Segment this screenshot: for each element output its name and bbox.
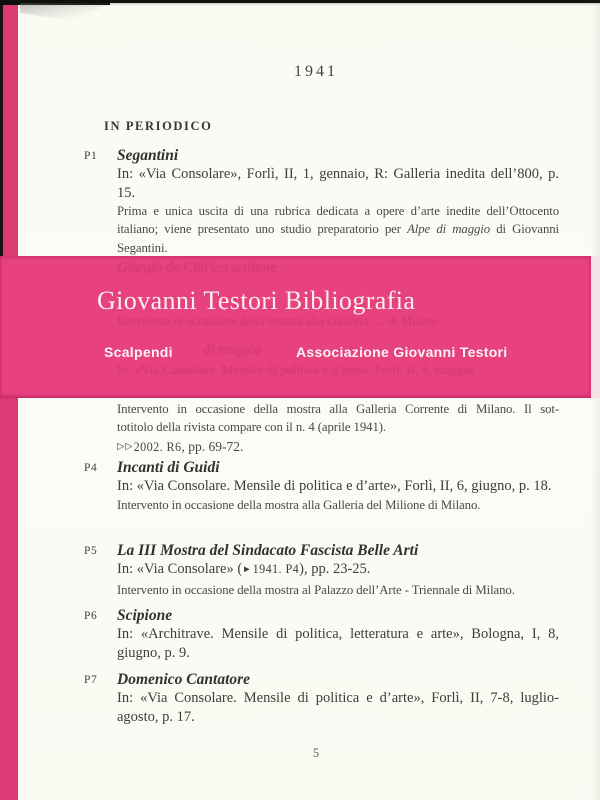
entry-title: La III Mostra del Sindacato Fascista Belle Arti	[117, 542, 419, 559]
entry-body	[117, 400, 559, 459]
entry-title: Segantini	[117, 147, 179, 164]
ghost-line: Giorgio de Chirico scultore	[117, 260, 278, 276]
text-segment: 1941. P4	[252, 562, 300, 576]
page-right-shadow	[590, 0, 600, 800]
text-segment: ►	[242, 564, 253, 575]
entry-reference	[117, 625, 559, 662]
text-segment: Alpe di maggio	[407, 222, 491, 237]
text-segment: In: «Via Consolare» (	[117, 561, 243, 577]
entry-body	[117, 458, 559, 514]
text-segment: In: «Via Consolare. Mensile di politica e d’arte», Forlì, II, 6, giugno, p. 18.	[117, 478, 552, 494]
entry-body	[117, 670, 559, 726]
entry-body	[117, 606, 559, 662]
entry-note	[117, 581, 559, 599]
left-edge-sliver	[0, 0, 3, 262]
text-segment: Intervento in occasione della mostra alla Galleria del Milione di Milano.	[117, 497, 481, 512]
entry-number: P5	[84, 544, 98, 557]
bibliography-entry	[84, 146, 559, 257]
entry-title: Incanti di Guidi	[117, 459, 220, 476]
text-segment: ), pp. 23-25.	[299, 561, 371, 577]
bibliography-entry	[84, 458, 559, 514]
entry-reference	[117, 165, 559, 202]
entry-note	[117, 202, 559, 257]
entry-body	[117, 146, 559, 257]
entry-continuation	[84, 400, 559, 459]
banner-title: Giovanni Testori Bibliografia	[97, 286, 416, 315]
ghost-line: In: «Via Consolare. Mensile di politica e d’arte», Forlì, II, 5, maggio	[117, 362, 474, 377]
section-heading: IN PERIODICO	[104, 119, 213, 133]
entry-crossref	[117, 437, 559, 459]
text-segment: di Giovanni Segantini.	[117, 222, 559, 255]
bibliography-entry	[84, 606, 559, 662]
text-segment: Prima e unica uscita di una rubrica dedicata a opere d’arte inedite dell’Ottocento italiano; viene presentato uno studio preparatorio per	[117, 204, 559, 237]
banner-right-edge	[591, 256, 600, 398]
text-segment: In: «Via Consolare», Forlì, II, 1, gennaio, R: Galleria inedita dell’800, p. 15.	[117, 166, 559, 201]
continuation-note-line: totitolo della rivista compare con il n. 4 (aprile 1941).	[117, 420, 387, 435]
banner-publisher: Scalpendi	[104, 344, 173, 360]
text-segment: Intervento in occasione della mostra al Palazzo dell’Arte - Triennale di Milano.	[117, 582, 515, 597]
continuation-note-line: Intervento in occasione della mostra alla Galleria Corrente di Milano. Il sot-	[117, 402, 559, 416]
entry-title: Domenico Cantatore	[117, 671, 251, 688]
text-segment: In: «Via Consolare. Mensile di politica e d’arte», Forlì, II, 7-8, luglio-agosto, p. 17.	[117, 690, 559, 725]
bibliography-entry	[84, 541, 559, 599]
text-segment: ▷▷	[117, 442, 134, 453]
entry-number: P7	[84, 673, 98, 686]
entry-title: Scipione	[117, 607, 173, 624]
entry-number: P1	[84, 149, 98, 162]
ghost-line: di maggio	[203, 342, 262, 358]
entry-number: P4	[84, 461, 98, 474]
entry-reference	[117, 689, 559, 726]
entry-note	[117, 496, 559, 514]
banner-association: Associazione Giovanni Testori	[296, 344, 508, 360]
bibliography-entry	[84, 670, 559, 726]
promo-banner	[0, 256, 591, 398]
entry-reference	[117, 560, 559, 581]
entry-number: P6	[84, 609, 98, 622]
year-heading: 1941	[294, 63, 338, 80]
text-segment: 2002. R6	[133, 439, 182, 454]
entry-body	[117, 541, 559, 599]
text-segment: In: «Architrave. Mensile di politica, letteratura e arte», Bologna, I, 8, giugno, p. 9.	[117, 626, 559, 661]
page-number: 5	[312, 746, 320, 760]
entry-reference	[117, 477, 559, 496]
text-segment: , pp. 69-72.	[181, 438, 244, 454]
ghost-line: Intervento in occasione della mostra alla Galleria … di Milano	[117, 314, 438, 328]
